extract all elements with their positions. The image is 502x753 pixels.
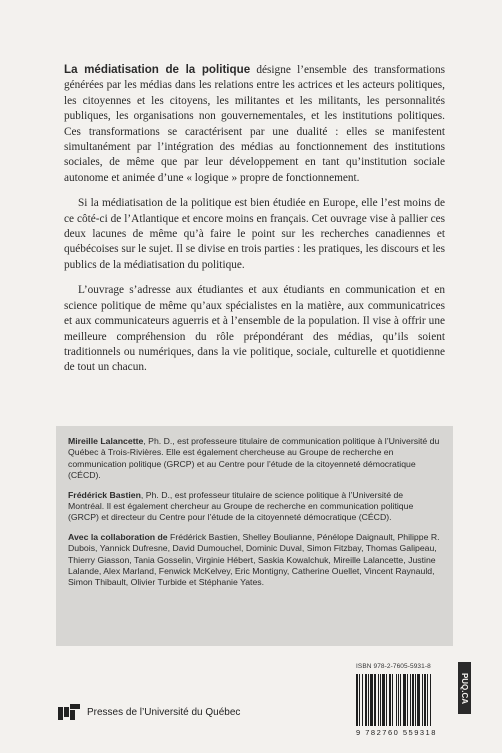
author-2-name: Frédérick Bastien [68,489,141,500]
author-1 [68,436,441,482]
puq-url-tab [458,662,471,714]
puq-logo-icon [58,704,80,720]
barcode-digits: 9 782760 559318 [356,728,437,737]
collaborators [68,532,441,589]
book-description [64,62,445,386]
description-paragraph-1 [64,62,445,186]
description-p1-text: désigne l’ensemble des transformations générées par les médias dans les relations entre les actrices et les acteurs politiques, les citoyennes et les citoyens, les militantes et les militants, les personnalités publiques, les organisations non gouvernementales, et les institutions politiques. Ces transformations se caractérisent par une dualité : elles se manifestent simultanément par l’intégration des médias au fonctionnement des institutions sociales, de même que par leur développement en tant qu’institution sociale autonome et animée d’une « logique » propre de fonctionnement. [64,64,445,184]
collaborators-label: Avec la collaboration de [68,531,168,542]
description-paragraph-2: Si la médiatisation de la politique est bien étudiée en Europe, elle l’est moins de ce côté-ci de l’Atlantique et encore moins en français. Cet ouvrage vise à pallier ces deux lacunes de même qu’à faire le point sur les recherches canadiennes et québécoises sur le sujet. Il se divise en trois parties : les pratiques, les discours et les publics de la médiatisation du politique. [64,197,445,271]
isbn-block [356,663,454,737]
isbn-number: ISBN 978-2-7605-5931-8 [356,663,431,670]
author-1-name: Mireille Lalancette [68,436,144,446]
description-paragraph-3: L’ouvrage s’adresse aux étudiantes et aux étudiants en communication et en science politique de même qu’aux spécialistes en la matière, aux communicatrices et aux communicateurs aguerris et à l’ensemble de la population. Il vise à offrir une meilleure compréhension du rôle prépondérant des médias, qu’ils soient traditionnels ou numériques, dans la vie politique, sociale, culturelle et quotidienne de tout un chacun. [64,284,445,374]
author-1-bio: , Ph. D., est professeure titulaire de communication politique à l’Université du Québec à Trois-Rivières. Elle est également chercheuse au Groupe de recherche en communication politique (GRCP) et au Centre pour l’étude de la citoyenneté démocratique (CÉCD). [68,436,440,481]
puq-url-label: PUQ.CA [460,672,469,704]
author-2 [68,490,441,524]
author-box [56,426,453,646]
publisher [58,704,240,720]
author-2-bio: , Ph. D., est professeur titulaire de science politique à l’Université de Montréal. Il est également chercheur au Groupe de recherche en communication politique (GRCP) et directeur du Centre pour l’étude de la citoyenneté démocratique (CÉCD). [68,489,414,523]
barcode-icon [356,674,454,734]
collaborators-names: Frédérick Bastien, Shelley Boulianne, Pénélope Daignault, Philippe R. Dubois, Yannick Dufresne, David Dumouchel, Dominic Duval, Simon Fitzbay, Thomas Galipeau, Thierry Giasson, Tania Gosselin, Virginie Hébert, Saskia Kowalchuk, Mireille Lalancette, Justine Lalande, Alex Marland, Fenwick McKelvey, Eric Montigny, Catherine Ouellet, Vincent Raynauld, Simon Thibault, Olivier Turbide et Stéphanie Yates. [68,531,440,588]
description-lead: La médiatisation de la politique [64,63,251,76]
publisher-name: Presses de l’Université du Québec [87,706,241,718]
